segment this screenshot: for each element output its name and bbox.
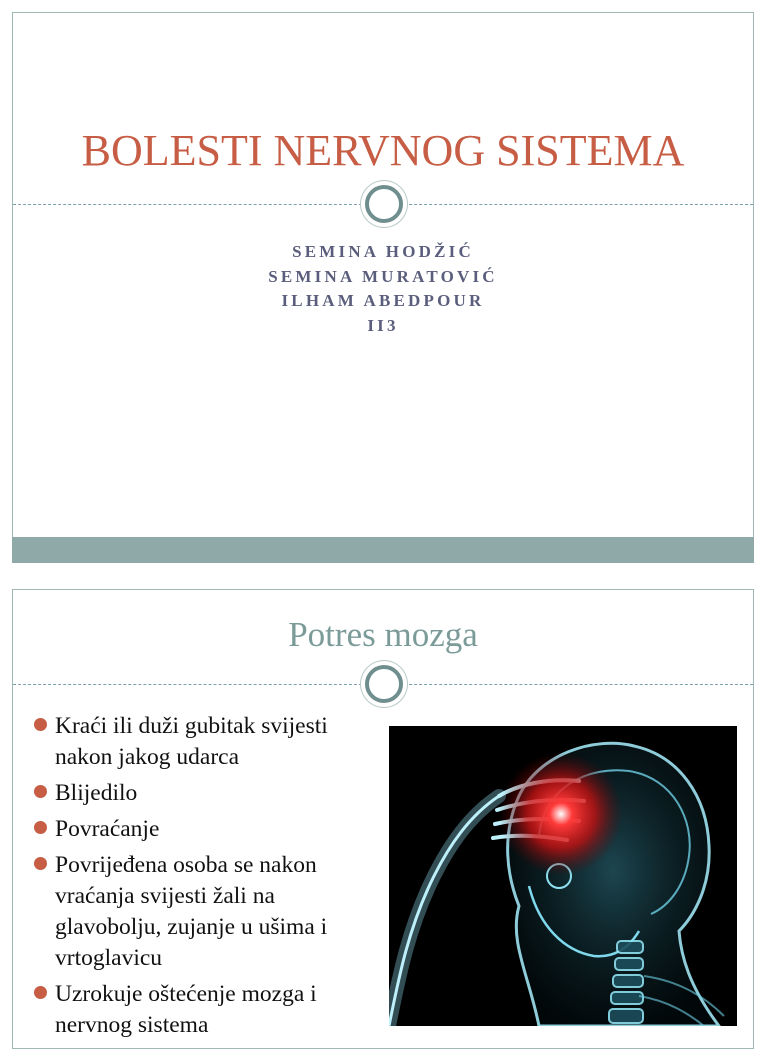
xray-illustration — [389, 726, 737, 1026]
bullet-item — [31, 814, 376, 845]
bullet-list — [31, 711, 376, 1046]
bullet-text: Povrijeđena osoba se nakon vraćanja svijesti žali na glavobolju, zujanje u ušima i vrtoglavicu — [55, 852, 328, 971]
author-name: ILHAM ABEDPOUR — [281, 291, 485, 310]
author-list — [13, 240, 753, 338]
bullet-dot-icon — [34, 718, 47, 731]
bullet-text: Blijedilo — [55, 780, 138, 806]
bullet-item — [31, 850, 376, 974]
bullet-dot-icon — [34, 785, 47, 798]
slide-title: Potres mozga — [288, 615, 478, 654]
bullet-text: Kraći ili duži gubitak svijesti nakon jakog udarca — [55, 713, 328, 770]
bullet-item — [31, 979, 376, 1041]
title-slide — [12, 12, 754, 563]
bullet-text: Povraćanje — [55, 816, 160, 842]
bullet-dot-icon — [34, 986, 47, 999]
content-slide — [12, 589, 754, 1049]
bullet-item — [31, 778, 376, 809]
class-label: II3 — [367, 315, 399, 335]
author-name: SEMINA HODŽIĆ — [292, 242, 474, 261]
bullet-text: Uzrokuje oštećenje mozga i nervnog sistema — [55, 981, 317, 1038]
bullet-dot-icon — [34, 821, 47, 834]
slide-title: BOLESTI NERVNOG SISTEMA — [81, 126, 685, 175]
xray-headache-image — [389, 726, 737, 1026]
author-name: SEMINA MURATOVIĆ — [268, 266, 498, 286]
bullet-item — [31, 711, 376, 773]
footer-band — [12, 537, 754, 563]
divider-ring-icon — [365, 665, 403, 703]
bullet-dot-icon — [34, 857, 47, 870]
divider-ring-icon — [365, 185, 403, 223]
